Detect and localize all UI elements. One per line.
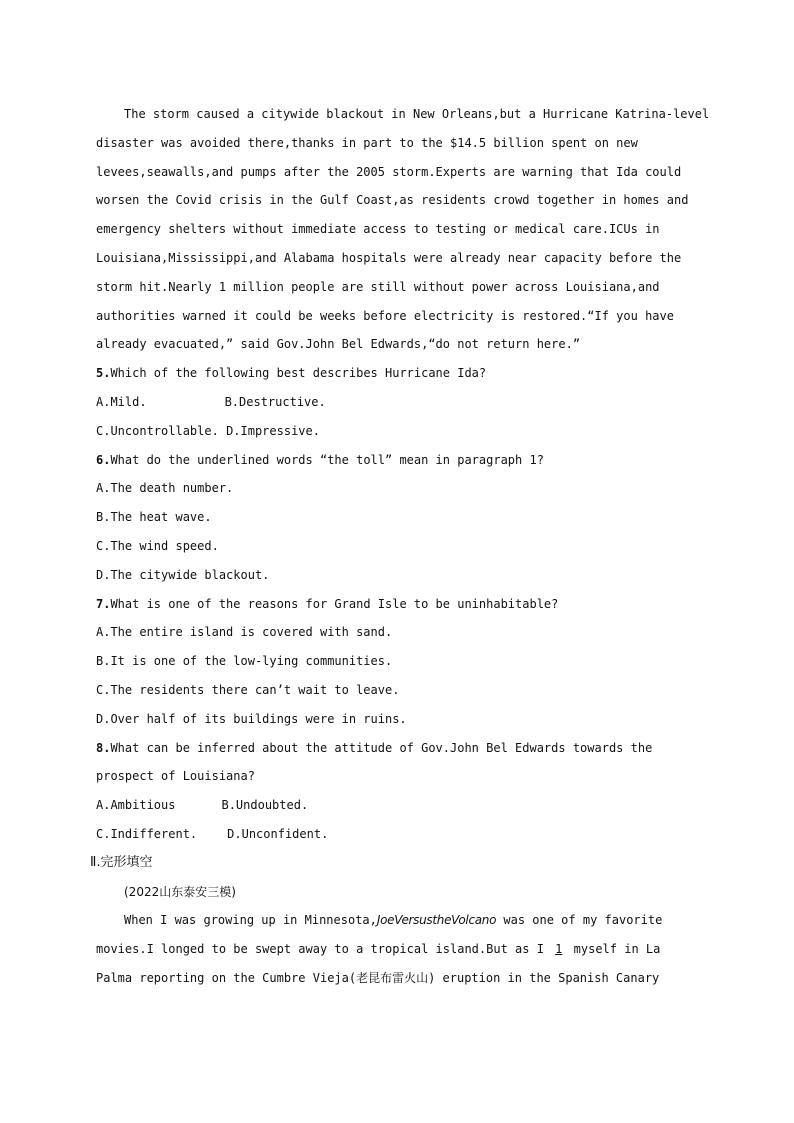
- source-note: (2022山东泰安三模): [124, 884, 236, 899]
- question-number: 7.: [96, 596, 111, 611]
- question-text: What can be inferred about the attitude of Gov.John Bel Edwards towards the: [110, 740, 653, 755]
- passage-line: emergency shelters without immediate access to testing or medical care.ICUs in: [96, 222, 660, 237]
- option-b: B.The heat wave.: [96, 510, 212, 525]
- question-number: 5.: [96, 366, 111, 381]
- passage-line: authorities warned it could be weeks before electricity is restored.“If you have: [96, 308, 674, 323]
- section-heading: Ⅱ.完形填空: [90, 854, 153, 870]
- option-c: C.The residents there can’t wait to leave.: [96, 682, 400, 697]
- option-a: A.The entire island is covered with sand.: [96, 625, 393, 640]
- cloze-text: movies.I longed to be swept away to a tropical island.But as I: [96, 942, 544, 957]
- document-page: [90, 100, 710, 993]
- option-b: B.Undoubted.: [221, 798, 309, 813]
- passage-line: storm hit.Nearly 1 million people are still without power across Louisiana,and: [96, 279, 660, 294]
- cloze-line: [96, 906, 696, 935]
- option-a: A.Mild.: [96, 394, 147, 409]
- passage-line: already evacuated,” said Gov.John Bel Edwards,“do not return here.”: [96, 337, 581, 352]
- question-5-stem: [96, 359, 696, 388]
- cloze-text: When I was growing up in Minnesota,: [124, 913, 377, 928]
- passage-line: worsen the Covid crisis in the Gulf Coast,as residents crowd together in homes and: [96, 193, 689, 208]
- option-d: D.Unconfident.: [227, 826, 329, 841]
- passage-line: disaster was avoided there,thanks in part to the $14.5 billion spent on new: [96, 135, 638, 150]
- option-a: A.Ambitious: [96, 798, 176, 813]
- passage-line: The storm caused a citywide blackout in New Orleans,but a Hurricane Katrina-level: [124, 107, 710, 121]
- question-6-stem: [96, 446, 696, 475]
- question-8-stem-continued: prospect of Louisiana?: [96, 769, 255, 784]
- question-8-options-row-1: [96, 791, 696, 820]
- question-number: 8.: [96, 740, 111, 755]
- option-c: C.The wind speed.: [96, 538, 219, 553]
- option-c: C.Uncontrollable.: [96, 423, 219, 438]
- option-d: D.Over half of its buildings were in ruins.: [96, 711, 407, 726]
- option-d: D.The citywide blackout.: [96, 567, 270, 582]
- option-b: B.Destructive.: [224, 394, 326, 409]
- option-d: D.Impressive.: [226, 423, 320, 438]
- question-number: 6.: [96, 452, 111, 467]
- cloze-text: myself in La: [573, 942, 661, 957]
- question-8-options-row-2: [96, 820, 696, 849]
- option-a: A.The death number.: [96, 481, 234, 496]
- passage-line: Louisiana,Mississippi,and Alabama hospitals were already near capacity before the: [96, 250, 682, 265]
- question-5-options-row-1: [96, 388, 696, 417]
- cloze-line: [96, 935, 696, 964]
- question-text: What do the underlined words “the toll” mean in paragraph 1?: [110, 452, 544, 467]
- question-7-stem: [96, 590, 696, 619]
- cloze-text: was one of my favorite: [496, 913, 663, 928]
- question-5-options-row-2: [96, 417, 696, 446]
- option-b: B.It is one of the low-lying communities.: [96, 654, 393, 669]
- option-c: C.Indifferent.: [96, 826, 198, 841]
- question-text: What is one of the reasons for Grand Isle to be uninhabitable?: [110, 596, 559, 611]
- movie-title: JoeVersustheVolcano: [376, 913, 497, 928]
- cloze-blank: 1: [555, 942, 563, 957]
- question-8-stem: [96, 734, 696, 763]
- passage-line: levees,seawalls,and pumps after the 2005 storm.Experts are warning that Ida could: [96, 164, 682, 179]
- cloze-line: Palma reporting on the Cumbre Vieja(老昆布雷火山) eruption in the Spanish Canary: [96, 970, 660, 985]
- question-text: Which of the following best describes Hurricane Ida?: [110, 366, 487, 381]
